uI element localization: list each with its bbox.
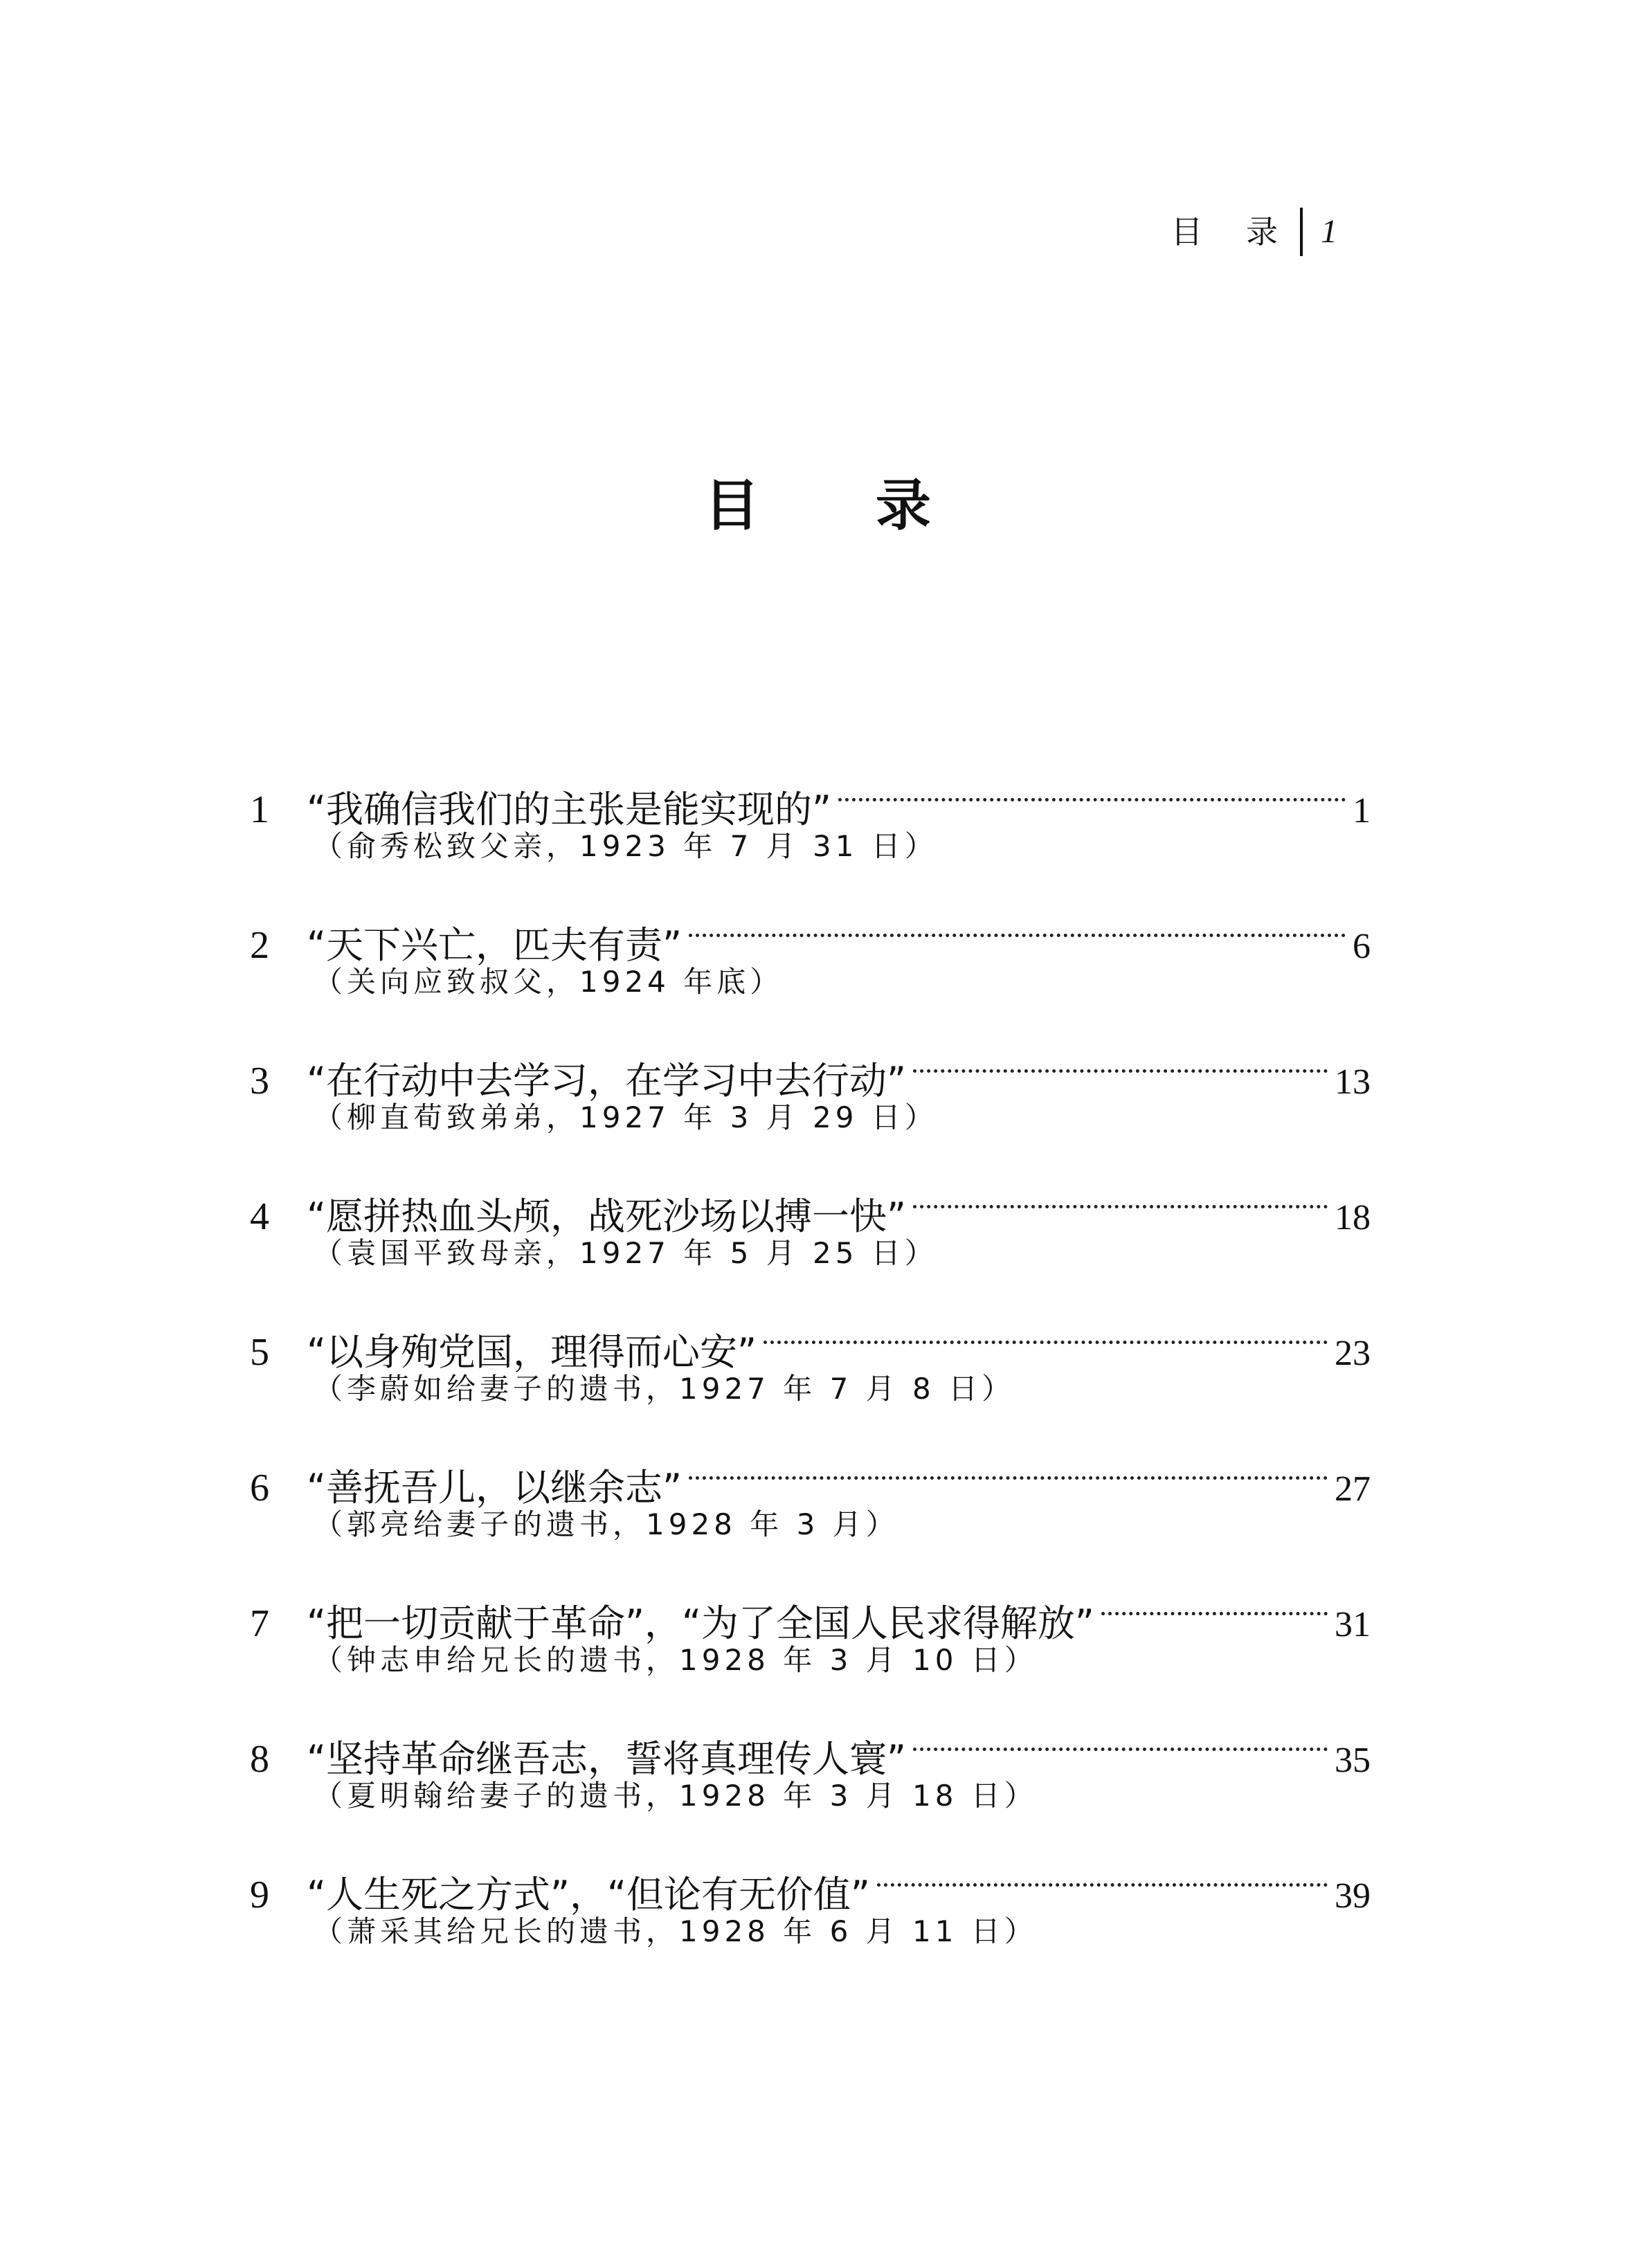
toc-entry-number: 2 — [250, 924, 269, 967]
toc-entry-page: 18 — [1335, 1198, 1371, 1237]
dot-leader — [764, 1283, 1328, 1365]
toc-entry[interactable] — [232, 876, 1371, 1012]
toc-entry-number: 8 — [250, 1738, 269, 1781]
toc-entry-page: 27 — [1335, 1469, 1371, 1509]
toc-entry-title: “把一切贡献于革命”，“为了全国人民求得解放” — [307, 1602, 1094, 1645]
toc-entry-page: 13 — [1335, 1062, 1371, 1102]
toc-entry-page: 1 — [1353, 791, 1371, 831]
dot-leader — [689, 1419, 1328, 1500]
toc-entry[interactable] — [232, 1147, 1371, 1283]
dot-leader — [913, 1690, 1328, 1772]
toc-entry-number: 1 — [250, 788, 269, 831]
toc-entry-title: “愿拼热血头颅，战死沙场以搏一快” — [307, 1195, 906, 1238]
dot-leader — [1101, 1554, 1328, 1636]
toc-entry-source: （夏明翰给妻子的遗书，1928 年 3 月 18 日） — [314, 1779, 1038, 1813]
toc-entry-page: 35 — [1335, 1741, 1371, 1780]
toc-entry[interactable] — [232, 1690, 1371, 1826]
toc-entry-source: （萧采其给兄长的遗书，1928 年 6 月 11 日） — [314, 1914, 1038, 1948]
toc-entry-title: “善抚吾儿，以继余志” — [307, 1466, 682, 1509]
toc-entry-title: “人生死之方式”，“但论有无价值” — [307, 1873, 870, 1916]
toc-entry[interactable] — [232, 1826, 1371, 1961]
toc-entry-number: 7 — [250, 1602, 269, 1645]
page-title: 目 录 — [704, 473, 979, 538]
toc-entry[interactable] — [232, 1012, 1371, 1147]
dot-leader — [913, 1147, 1328, 1229]
toc-entry-page: 31 — [1335, 1605, 1371, 1644]
running-head-divider — [1300, 208, 1303, 256]
dot-leader — [838, 741, 1346, 822]
running-head-label: 目 录 — [1171, 213, 1294, 251]
toc-entry-title: “我确信我们的主张是能实现的” — [307, 788, 831, 831]
toc-entry[interactable] — [232, 741, 1371, 876]
toc-entry-source: （关向应致叔父，1924 年底） — [314, 965, 784, 999]
toc-entry-title: “天下兴亡，匹夫有责” — [307, 923, 682, 967]
page-number: 1 — [1321, 213, 1337, 250]
toc-entry-number: 6 — [250, 1467, 269, 1509]
toc-entry-page: 6 — [1353, 927, 1371, 966]
toc-entry[interactable] — [232, 1419, 1371, 1554]
toc-entry-source: （郭亮给妻子的遗书，1928 年 3 月） — [314, 1507, 899, 1541]
toc-entry[interactable] — [232, 1283, 1371, 1419]
toc-entry-number: 5 — [250, 1331, 269, 1374]
running-head — [1171, 208, 1337, 256]
toc-entry-page: 23 — [1335, 1334, 1371, 1373]
toc-entry-number: 9 — [250, 1874, 269, 1916]
toc-entry-page: 39 — [1335, 1876, 1371, 1916]
toc-entry-source: （袁国平致母亲，1927 年 5 月 25 日） — [314, 1236, 938, 1270]
toc-entry-source: （柳直荀致弟弟，1927 年 3 月 29 日） — [314, 1100, 938, 1134]
toc-entry-source: （俞秀松致父亲，1923 年 7 月 31 日） — [314, 829, 938, 863]
toc-entry[interactable] — [232, 1554, 1371, 1690]
dot-leader — [913, 1012, 1328, 1094]
table-of-contents — [232, 741, 1371, 1961]
toc-entry-number: 4 — [250, 1195, 269, 1238]
toc-entry-number: 3 — [250, 1060, 269, 1103]
toc-entry-title: “以身殉党国，理得而心安” — [307, 1330, 757, 1374]
dot-leader — [689, 876, 1346, 958]
dot-leader — [877, 1826, 1328, 1907]
toc-entry-title: “在行动中去学习，在学习中去行动” — [307, 1059, 906, 1103]
toc-entry-source: （钟志申给兄长的遗书，1928 年 3 月 10 日） — [314, 1643, 1038, 1677]
toc-entry-title: “坚持革命继吾志，誓将真理传人寰” — [307, 1737, 906, 1781]
toc-entry-source: （李蔚如给妻子的遗书，1927 年 7 月 8 日） — [314, 1372, 1015, 1406]
